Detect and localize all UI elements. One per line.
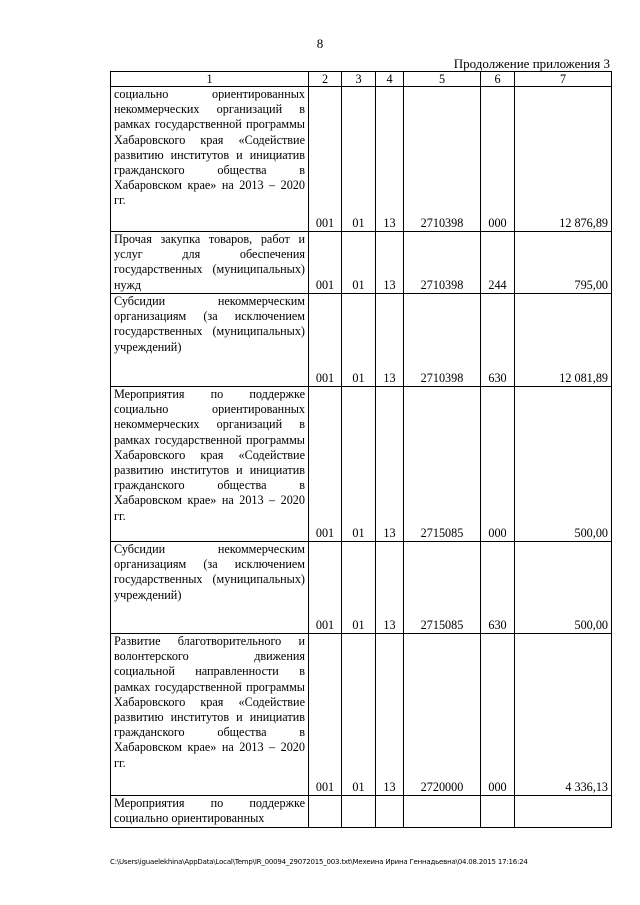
cell-col4: 13 [376, 232, 404, 294]
cell-col2 [309, 796, 342, 828]
table-row [111, 387, 612, 542]
cell-amount: 500,00 [515, 387, 612, 542]
cell-amount: 500,00 [515, 542, 612, 634]
cell-amount: 12 876,89 [515, 87, 612, 232]
cell-col2: 001 [309, 542, 342, 634]
cell-col6: 000 [481, 87, 515, 232]
cell-amount: 795,00 [515, 232, 612, 294]
table-row [111, 796, 612, 828]
cell-col6: 000 [481, 634, 515, 796]
cell-col2: 001 [309, 232, 342, 294]
row-description: Мероприятия по поддержке социально ориентированных [111, 796, 309, 828]
row-description: Прочая закупка товаров, работ и услуг для обеспечения государственных (муниципальных) нужд [111, 232, 309, 294]
table-row [111, 232, 612, 294]
column-header: 1 [111, 72, 309, 87]
cell-col2: 001 [309, 294, 342, 387]
row-description: Мероприятия по поддержке социально ориентированных некоммерческих организаций в рамках государственной программы Хабаровского края «Содействие развитию институтов и инициатив гражданского общества в Хабаровском крае» на 2013 – 2020 гг. [111, 387, 309, 542]
cell-col4: 13 [376, 294, 404, 387]
cell-col4: 13 [376, 87, 404, 232]
cell-col3: 01 [342, 387, 376, 542]
cell-amount: 12 081,89 [515, 294, 612, 387]
cell-col5: 2715085 [404, 387, 481, 542]
cell-col5: 2710398 [404, 87, 481, 232]
column-header: 4 [376, 72, 404, 87]
cell-col2: 001 [309, 387, 342, 542]
cell-col3 [342, 796, 376, 828]
cell-col3: 01 [342, 232, 376, 294]
column-header: 5 [404, 72, 481, 87]
row-description: Развитие благотворительного и волонтерского движения социальной направленности в рамках государственной программы Хабаровского края «Содействие развитию институтов и инициатив гражданского общества в Хабаровском крае» на 2013 – 2020 гг. [111, 634, 309, 796]
header-row [111, 72, 612, 87]
cell-col5: 2715085 [404, 542, 481, 634]
cell-col4: 13 [376, 387, 404, 542]
cell-col4 [376, 796, 404, 828]
cell-col2: 001 [309, 634, 342, 796]
cell-col6 [481, 796, 515, 828]
cell-col5: 2710398 [404, 232, 481, 294]
row-description: социально ориентированных некоммерческих организаций в рамках государственной программы Хабаровского края «Содействие развитию институтов и инициатив гражданского общества в Хабаровском крае» на 2013 – 2020 гг. [111, 87, 309, 232]
table-row [111, 87, 612, 232]
table-row [111, 542, 612, 634]
cell-col4: 13 [376, 542, 404, 634]
cell-col3: 01 [342, 634, 376, 796]
cell-col6: 630 [481, 294, 515, 387]
cell-col3: 01 [342, 294, 376, 387]
column-header: 2 [309, 72, 342, 87]
column-header: 6 [481, 72, 515, 87]
page-number: 8 [316, 36, 324, 51]
table-row [111, 634, 612, 796]
cell-amount [515, 796, 612, 828]
continuation-label: Продолжение приложения 3 [453, 56, 610, 71]
cell-col3: 01 [342, 542, 376, 634]
cell-col6: 244 [481, 232, 515, 294]
cell-amount: 4 336,13 [515, 634, 612, 796]
cell-col5: 2710398 [404, 294, 481, 387]
column-header: 3 [342, 72, 376, 87]
table-row [111, 294, 612, 387]
cell-col5 [404, 796, 481, 828]
column-header: 7 [515, 72, 612, 87]
cell-col2: 001 [309, 87, 342, 232]
cell-col6: 000 [481, 387, 515, 542]
row-description: Субсидии некоммерческим организациям (за исключением государственных (муниципальных) учреждений) [111, 294, 309, 387]
cell-col4: 13 [376, 634, 404, 796]
cell-col5: 2720000 [404, 634, 481, 796]
file-path-footer: C:\Users\iguaelekhina\AppData\Local\Temp\IR_00094_29072015_003.txt\Мехеина Ирина Геннадьевна\04.08.2015 17:16:24 [110, 858, 528, 866]
row-description: Субсидии некоммерческим организациям (за исключением государственных (муниципальных) учреждений) [111, 542, 309, 634]
cell-col6: 630 [481, 542, 515, 634]
cell-col3: 01 [342, 87, 376, 232]
budget-table [110, 71, 612, 828]
